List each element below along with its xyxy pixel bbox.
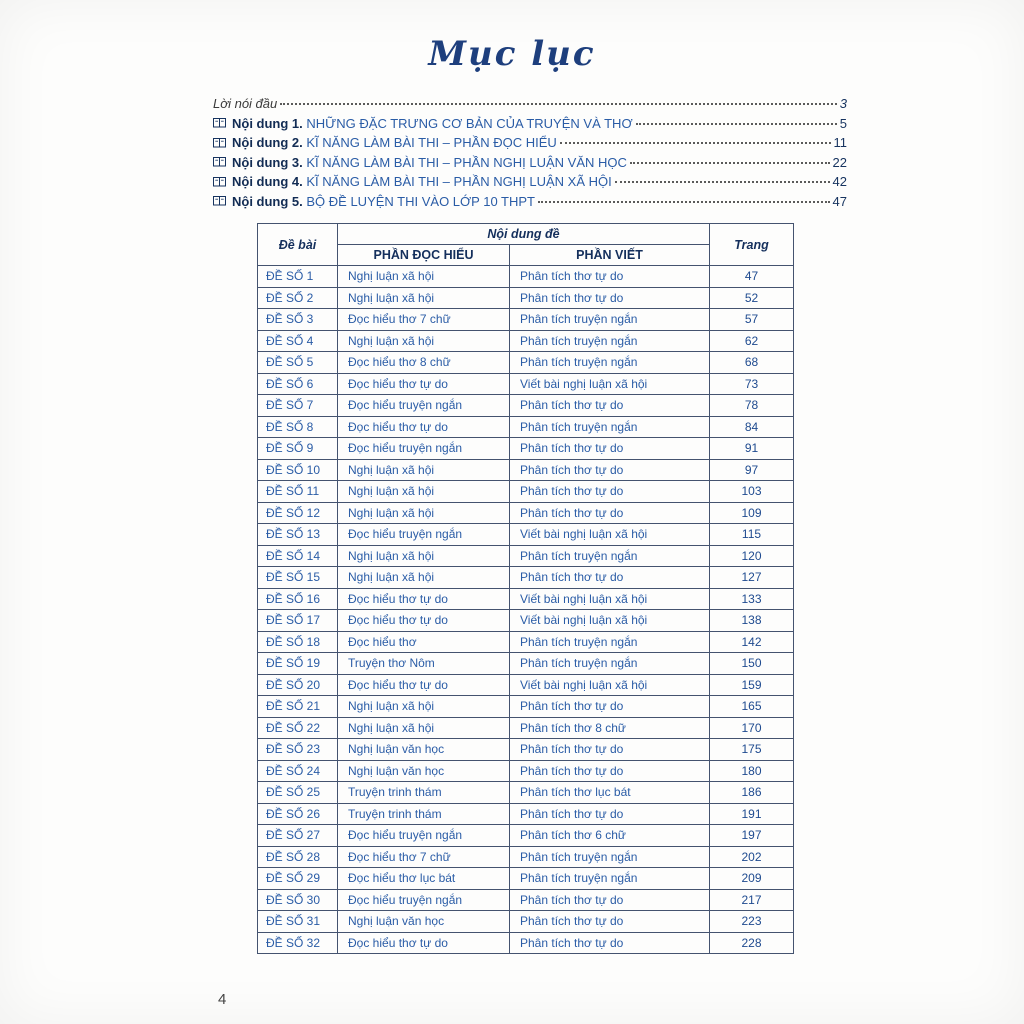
cell-page-col: 133 xyxy=(710,588,794,610)
cell-exam-number: ĐỀ SỐ 28 xyxy=(258,846,338,868)
cell-writing-section: Phân tích thơ 8 chữ xyxy=(510,717,710,739)
table-row xyxy=(258,911,794,933)
cell-page-col: 165 xyxy=(710,696,794,718)
dot-leader xyxy=(560,142,831,144)
cell-writing-section: Phân tích thơ tự do xyxy=(510,911,710,933)
cell-page-col: 223 xyxy=(710,911,794,933)
table-row xyxy=(258,739,794,761)
toc-item-label: NHỮNG ĐẶC TRƯNG CƠ BẢN CỦA TRUYỆN VÀ THƠ xyxy=(306,115,633,131)
cell-page-col: 52 xyxy=(710,287,794,309)
cell-writing-section: Phân tích thơ tự do xyxy=(510,739,710,761)
cell-reading-section: Đọc hiểu thơ 8 chữ xyxy=(338,352,510,374)
cell-page-col: 57 xyxy=(710,309,794,331)
cell-page-col: 84 xyxy=(710,416,794,438)
cell-writing-section: Phân tích thơ tự do xyxy=(510,803,710,825)
cell-exam-number: ĐỀ SỐ 32 xyxy=(258,932,338,954)
table-row xyxy=(258,889,794,911)
toc-item xyxy=(213,114,847,134)
cell-reading-section: Nghị luận văn học xyxy=(338,760,510,782)
cell-page-col: 228 xyxy=(710,932,794,954)
toc-item xyxy=(213,172,847,192)
table-row xyxy=(258,287,794,309)
cell-reading-section: Đọc hiểu thơ xyxy=(338,631,510,653)
cell-reading-section: Đọc hiểu thơ lục bát xyxy=(338,868,510,890)
cell-reading-section: Đọc hiểu thơ 7 chữ xyxy=(338,846,510,868)
cell-page-col: 202 xyxy=(710,846,794,868)
cell-exam-number: ĐỀ SỐ 31 xyxy=(258,911,338,933)
cell-reading-section: Nghị luận xã hội xyxy=(338,696,510,718)
cell-exam-number: ĐỀ SỐ 15 xyxy=(258,567,338,589)
cell-exam-number: ĐỀ SỐ 5 xyxy=(258,352,338,374)
cell-writing-section: Phân tích truyện ngắn xyxy=(510,653,710,675)
cell-exam-number: ĐỀ SỐ 19 xyxy=(258,653,338,675)
cell-exam-number: ĐỀ SỐ 29 xyxy=(258,868,338,890)
cell-exam-number: ĐỀ SỐ 22 xyxy=(258,717,338,739)
page-content xyxy=(213,94,847,954)
page-number: 4 xyxy=(218,991,227,1008)
table-row xyxy=(258,825,794,847)
cell-reading-section: Đọc hiểu thơ tự do xyxy=(338,416,510,438)
toc-item-page: 42 xyxy=(832,174,847,189)
dot-leader xyxy=(615,181,830,183)
cell-exam-number: ĐỀ SỐ 10 xyxy=(258,459,338,481)
cell-page-col: 109 xyxy=(710,502,794,524)
cell-page-col: 138 xyxy=(710,610,794,632)
cell-writing-section: Phân tích thơ tự do xyxy=(510,481,710,503)
cell-reading-section: Nghị luận xã hội xyxy=(338,287,510,309)
toc-item-number: Nội dung 2. xyxy=(232,135,307,150)
toc-item-label: KĨ NĂNG LÀM BÀI THI – PHẦN NGHỊ LUẬN VĂN HỌC xyxy=(306,154,627,170)
cell-writing-section: Phân tích truyện ngắn xyxy=(510,868,710,890)
cell-writing-section: Phân tích truyện ngắn xyxy=(510,330,710,352)
cell-reading-section: Nghị luận xã hội xyxy=(338,481,510,503)
cell-exam-number: ĐỀ SỐ 26 xyxy=(258,803,338,825)
cell-page-col: 62 xyxy=(710,330,794,352)
cell-writing-section: Phân tích truyện ngắn xyxy=(510,545,710,567)
cell-page-col: 91 xyxy=(710,438,794,460)
cell-exam-number: ĐỀ SỐ 1 xyxy=(258,266,338,288)
cell-page-col: 209 xyxy=(710,868,794,890)
toc-item-page: 3 xyxy=(839,96,847,111)
cell-exam-number: ĐỀ SỐ 6 xyxy=(258,373,338,395)
book-icon xyxy=(213,177,226,187)
table-row xyxy=(258,373,794,395)
cell-page-col: 175 xyxy=(710,739,794,761)
cell-writing-section: Phân tích thơ 6 chữ xyxy=(510,825,710,847)
cell-reading-section: Nghị luận xã hội xyxy=(338,717,510,739)
toc-item-page: 11 xyxy=(833,135,847,150)
cell-exam-number: ĐỀ SỐ 16 xyxy=(258,588,338,610)
toc-item xyxy=(213,94,847,114)
header-phan-viet: PHẦN VIẾT xyxy=(510,245,710,266)
table-row xyxy=(258,416,794,438)
cell-writing-section: Phân tích thơ tự do xyxy=(510,395,710,417)
cell-reading-section: Đọc hiểu truyện ngắn xyxy=(338,524,510,546)
table-row xyxy=(258,674,794,696)
table-header xyxy=(258,224,794,266)
table-row xyxy=(258,868,794,890)
cell-exam-number: ĐỀ SỐ 8 xyxy=(258,416,338,438)
toc-item-number: Nội dung 3. xyxy=(232,154,307,170)
toc-item-label: KĨ NĂNG LÀM BÀI THI – PHẦN ĐỌC HIỂU xyxy=(306,135,557,150)
toc-item-number: Nội dung 4. xyxy=(232,174,307,189)
cell-exam-number: ĐỀ SỐ 11 xyxy=(258,481,338,503)
cell-reading-section: Đọc hiểu truyện ngắn xyxy=(338,889,510,911)
cell-reading-section: Nghị luận xã hội xyxy=(338,459,510,481)
cell-writing-section: Phân tích thơ tự do xyxy=(510,266,710,288)
cell-exam-number: ĐỀ SỐ 25 xyxy=(258,782,338,804)
cell-reading-section: Truyện trinh thám xyxy=(338,782,510,804)
book-icon xyxy=(213,118,226,128)
table-row xyxy=(258,330,794,352)
toc-item-label: BỘ ĐỀ LUYỆN THI VÀO LỚP 10 THPT xyxy=(306,193,536,209)
table-row xyxy=(258,760,794,782)
cell-writing-section: Phân tích thơ tự do xyxy=(510,502,710,524)
cell-writing-section: Phân tích thơ lục bát xyxy=(510,782,710,804)
cell-writing-section: Phân tích thơ tự do xyxy=(510,932,710,954)
cell-exam-number: ĐỀ SỐ 3 xyxy=(258,309,338,331)
table-row xyxy=(258,610,794,632)
table-row xyxy=(258,352,794,374)
cell-reading-section: Đọc hiểu truyện ngắn xyxy=(338,438,510,460)
cell-reading-section: Nghị luận xã hội xyxy=(338,330,510,352)
cell-reading-section: Đọc hiểu thơ tự do xyxy=(338,932,510,954)
table-row xyxy=(258,438,794,460)
header-noi-dung-de: Nội dung đề xyxy=(338,224,710,245)
cell-page-col: 186 xyxy=(710,782,794,804)
cell-exam-number: ĐỀ SỐ 30 xyxy=(258,889,338,911)
dot-leader xyxy=(280,103,837,105)
cell-writing-section: Phân tích thơ tự do xyxy=(510,287,710,309)
table-body xyxy=(258,266,794,954)
table-row xyxy=(258,266,794,288)
cell-page-col: 97 xyxy=(710,459,794,481)
toc-item xyxy=(213,192,847,212)
toc-item xyxy=(213,133,847,153)
cell-page-col: 68 xyxy=(710,352,794,374)
cell-reading-section: Nghị luận xã hội xyxy=(338,266,510,288)
cell-writing-section: Phân tích truyện ngắn xyxy=(510,631,710,653)
cell-page-col: 78 xyxy=(710,395,794,417)
table-row xyxy=(258,309,794,331)
table-row xyxy=(258,696,794,718)
toc-item-number: Nội dung 5. xyxy=(232,193,307,209)
cell-writing-section: Phân tích thơ tự do xyxy=(510,438,710,460)
cell-exam-number: ĐỀ SỐ 17 xyxy=(258,610,338,632)
toc-item xyxy=(213,153,847,173)
cell-exam-number: ĐỀ SỐ 12 xyxy=(258,502,338,524)
cell-exam-number: ĐỀ SỐ 27 xyxy=(258,825,338,847)
cell-page-col: 73 xyxy=(710,373,794,395)
header-trang: Trang xyxy=(710,224,794,266)
table-row xyxy=(258,567,794,589)
cell-page-col: 217 xyxy=(710,889,794,911)
cell-writing-section: Phân tích truyện ngắn xyxy=(510,416,710,438)
cell-page-col: 159 xyxy=(710,674,794,696)
cell-page-col: 197 xyxy=(710,825,794,847)
cell-reading-section: Đọc hiểu thơ tự do xyxy=(338,674,510,696)
cell-writing-section: Phân tích thơ tự do xyxy=(510,459,710,481)
table-row xyxy=(258,932,794,954)
dot-leader xyxy=(636,123,837,125)
cell-writing-section: Viết bài nghị luận xã hội xyxy=(510,674,710,696)
cell-page-col: 180 xyxy=(710,760,794,782)
cell-writing-section: Phân tích thơ tự do xyxy=(510,760,710,782)
book-icon xyxy=(213,157,226,167)
toc-item-label: KĨ NĂNG LÀM BÀI THI – PHẦN NGHỊ LUẬN XÃ HỘI xyxy=(306,174,612,189)
cell-page-col: 47 xyxy=(710,266,794,288)
cell-exam-number: ĐỀ SỐ 2 xyxy=(258,287,338,309)
dot-leader xyxy=(538,201,830,203)
cell-writing-section: Phân tích truyện ngắn xyxy=(510,352,710,374)
table-row xyxy=(258,846,794,868)
cell-writing-section: Phân tích truyện ngắn xyxy=(510,309,710,331)
cell-exam-number: ĐỀ SỐ 9 xyxy=(258,438,338,460)
cell-reading-section: Nghị luận xã hội xyxy=(338,502,510,524)
cell-reading-section: Truyện thơ Nôm xyxy=(338,653,510,675)
cell-exam-number: ĐỀ SỐ 23 xyxy=(258,739,338,761)
cell-reading-section: Đọc hiểu thơ 7 chữ xyxy=(338,309,510,331)
table-row xyxy=(258,481,794,503)
header-de-bai: Đề bài xyxy=(258,224,338,266)
cell-reading-section: Truyện trinh thám xyxy=(338,803,510,825)
cell-reading-section: Nghị luận văn học xyxy=(338,739,510,761)
cell-reading-section: Đọc hiểu thơ tự do xyxy=(338,588,510,610)
cell-page-col: 150 xyxy=(710,653,794,675)
cell-exam-number: ĐỀ SỐ 13 xyxy=(258,524,338,546)
table-row xyxy=(258,502,794,524)
table-row xyxy=(258,631,794,653)
cell-reading-section: Đọc hiểu thơ tự do xyxy=(338,373,510,395)
cell-page-col: 115 xyxy=(710,524,794,546)
table-row xyxy=(258,782,794,804)
header-phan-doc-hieu: PHẦN ĐỌC HIỂU xyxy=(338,245,510,266)
table-row xyxy=(258,717,794,739)
cell-page-col: 120 xyxy=(710,545,794,567)
cell-writing-section: Phân tích thơ tự do xyxy=(510,567,710,589)
cell-exam-number: ĐỀ SỐ 14 xyxy=(258,545,338,567)
cell-reading-section: Nghị luận xã hội xyxy=(338,567,510,589)
toc-item-page: 5 xyxy=(839,115,847,131)
dot-leader xyxy=(630,162,830,164)
cell-exam-number: ĐỀ SỐ 24 xyxy=(258,760,338,782)
table-row xyxy=(258,653,794,675)
cell-reading-section: Nghị luận xã hội xyxy=(338,545,510,567)
table-row xyxy=(258,545,794,567)
cell-page-col: 191 xyxy=(710,803,794,825)
table-row xyxy=(258,524,794,546)
table-row xyxy=(258,588,794,610)
cell-writing-section: Phân tích thơ tự do xyxy=(510,889,710,911)
toc-list xyxy=(213,94,847,211)
cell-reading-section: Đọc hiểu truyện ngắn xyxy=(338,395,510,417)
cell-page-col: 170 xyxy=(710,717,794,739)
cell-page-col: 103 xyxy=(710,481,794,503)
cell-page-col: 142 xyxy=(710,631,794,653)
toc-item-page: 22 xyxy=(832,154,847,170)
cell-exam-number: ĐỀ SỐ 21 xyxy=(258,696,338,718)
cell-exam-number: ĐỀ SỐ 18 xyxy=(258,631,338,653)
cell-writing-section: Phân tích thơ tự do xyxy=(510,696,710,718)
cell-exam-number: ĐỀ SỐ 4 xyxy=(258,330,338,352)
toc-item-number: Nội dung 1. xyxy=(232,115,307,131)
toc-item-label: Lời nói đầu xyxy=(213,96,278,111)
cell-reading-section: Nghị luận văn học xyxy=(338,911,510,933)
cell-page-col: 127 xyxy=(710,567,794,589)
table-row xyxy=(258,459,794,481)
book-icon xyxy=(213,138,226,148)
cell-reading-section: Đọc hiểu truyện ngắn xyxy=(338,825,510,847)
table-row xyxy=(258,395,794,417)
toc-item-page: 47 xyxy=(832,193,847,209)
cell-writing-section: Viết bài nghị luận xã hội xyxy=(510,524,710,546)
cell-exam-number: ĐỀ SỐ 20 xyxy=(258,674,338,696)
contents-table xyxy=(257,223,794,954)
cell-writing-section: Viết bài nghị luận xã hội xyxy=(510,588,710,610)
cell-reading-section: Đọc hiểu thơ tự do xyxy=(338,610,510,632)
cell-writing-section: Viết bài nghị luận xã hội xyxy=(510,373,710,395)
book-icon xyxy=(213,196,226,206)
page-title: Mục lục xyxy=(428,34,596,74)
cell-exam-number: ĐỀ SỐ 7 xyxy=(258,395,338,417)
cell-writing-section: Viết bài nghị luận xã hội xyxy=(510,610,710,632)
cell-writing-section: Phân tích truyện ngắn xyxy=(510,846,710,868)
table-row xyxy=(258,803,794,825)
